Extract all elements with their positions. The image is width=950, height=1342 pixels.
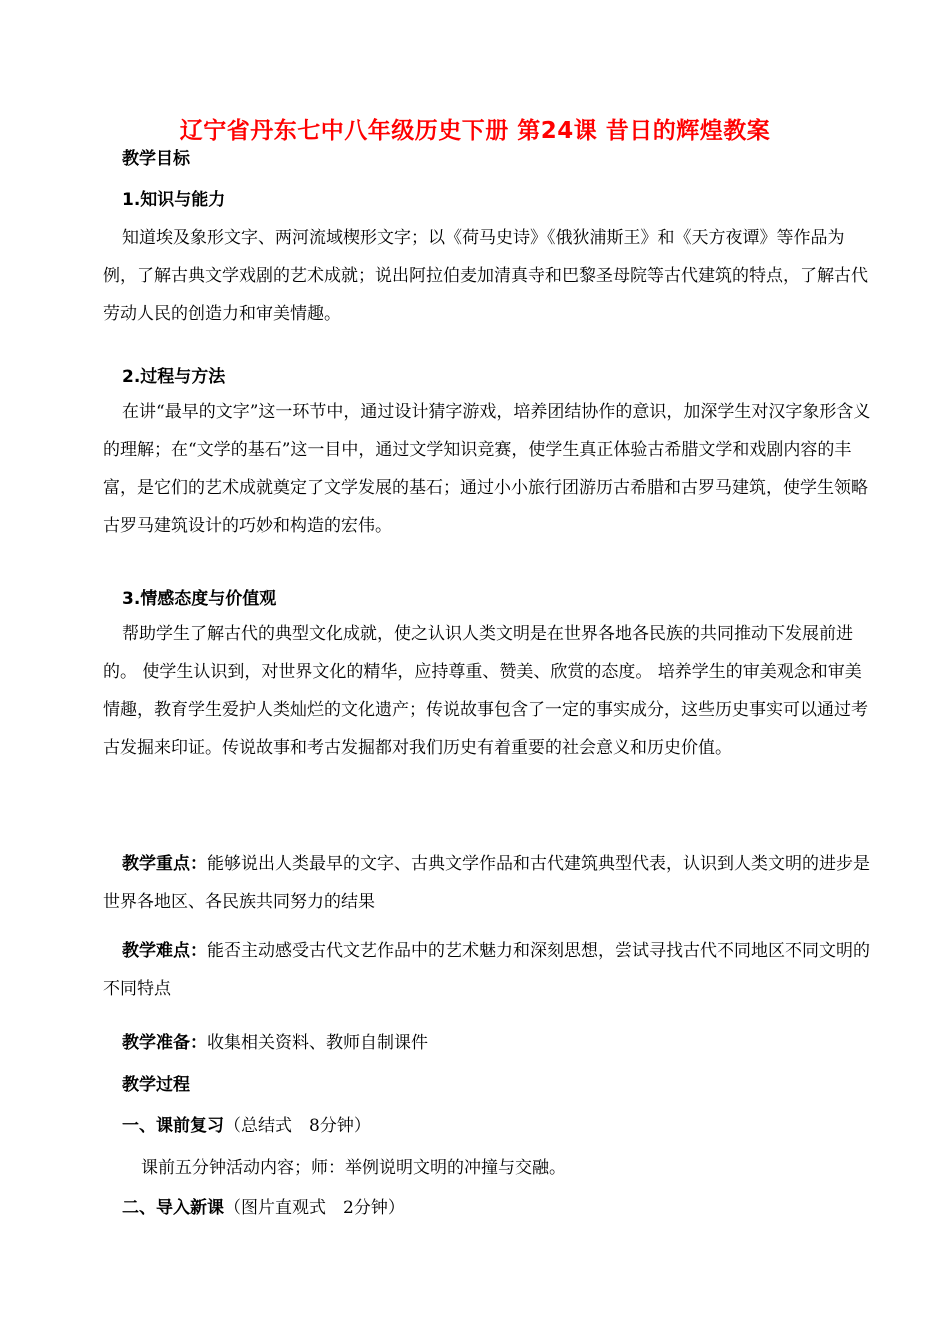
key-points-label: 教学重点： — [122, 854, 207, 874]
preparation-text: 收集相关资料、教师自制课件 — [207, 1033, 428, 1053]
section-process-text: 在讲“最早的文字”这一环节中，通过设计猜字游戏，培养团结协作的意识，加深学生对汉字象形含义的理解；在“文学的基石”这一目中，通过文学知识竞赛，使学生真正体验古希腊文学和戏剧内容的丰富，是它们的艺术成就奠定了文学发展的基石；通过小小旅行团游历古希腊和古罗马建筑，使学生领略古罗马建筑设计的巧妙和构造的宏伟。 — [103, 402, 871, 536]
document-title: 辽宁省丹东七中八年级历史下册 第24课 昔日的辉煌教案 — [179, 118, 771, 144]
difficulties-label: 教学难点： — [122, 941, 207, 961]
preparation-label: 教学准备： — [122, 1033, 207, 1053]
section-knowledge-text: 知道埃及象形文字、两河流域楔形文字；以《荷马史诗》《俄狄浦斯王》和《天方夜谭》等作品为例，了解古典文学戏剧的艺术成就；说出阿拉伯麦加清真寺和巴黎圣母院等古代建筑的特点，了解古代劳动人民的创造力和审美情趣。 — [103, 228, 868, 324]
step-review — [122, 1111, 371, 1136]
section-values-text: 帮助学生了解古代的典型文化成就，使之认识人类文明是在世界各地各民族的共同推动下发展前进的。 使学生认识到，对世界文化的精华，应持尊重、赞美、欣赏的态度。 培养学生的审美观念和审美情趣，教育学生爱护人类灿烂的文化遗产；传说故事包含了一定的事实成分，这些历史事实可以通过考古发掘来印证。传说故事和考古发掘都对我们历史有着重要的社会意义和历史价值。 — [103, 624, 868, 758]
step-review-label: 一、课前复习 — [122, 1116, 224, 1136]
teaching-difficulties — [103, 932, 873, 1008]
goals-heading: 教学目标 — [122, 149, 190, 169]
section-process-heading: 2.过程与方法 — [122, 367, 226, 387]
step-intro-label: 二、导入新课 — [122, 1198, 224, 1218]
difficulties-text: 能否主动感受古代文艺作品中的艺术魅力和深刻思想，尝试寻找古代不同地区不同文明的不同特点 — [103, 941, 870, 999]
section-knowledge-heading: 1.知识与能力 — [122, 190, 226, 210]
step-review-text: 课前五分钟活动内容；师：举例说明文明的冲撞与交融。 — [141, 1158, 566, 1178]
step-intro — [122, 1193, 405, 1218]
step-review-note: （总结式 8分钟） — [224, 1116, 371, 1136]
process-heading: 教学过程 — [122, 1075, 190, 1095]
teaching-key-points — [103, 845, 873, 921]
key-points-text: 能够说出人类最早的文字、古典文学作品和古代建筑典型代表，认识到人类文明的进步是世界各地区、各民族共同努力的结果 — [103, 854, 870, 912]
section-values-heading: 3.情感态度与价值观 — [122, 589, 277, 609]
teaching-preparation — [122, 1028, 428, 1053]
step-intro-note: （图片直观式 2分钟） — [224, 1198, 405, 1218]
